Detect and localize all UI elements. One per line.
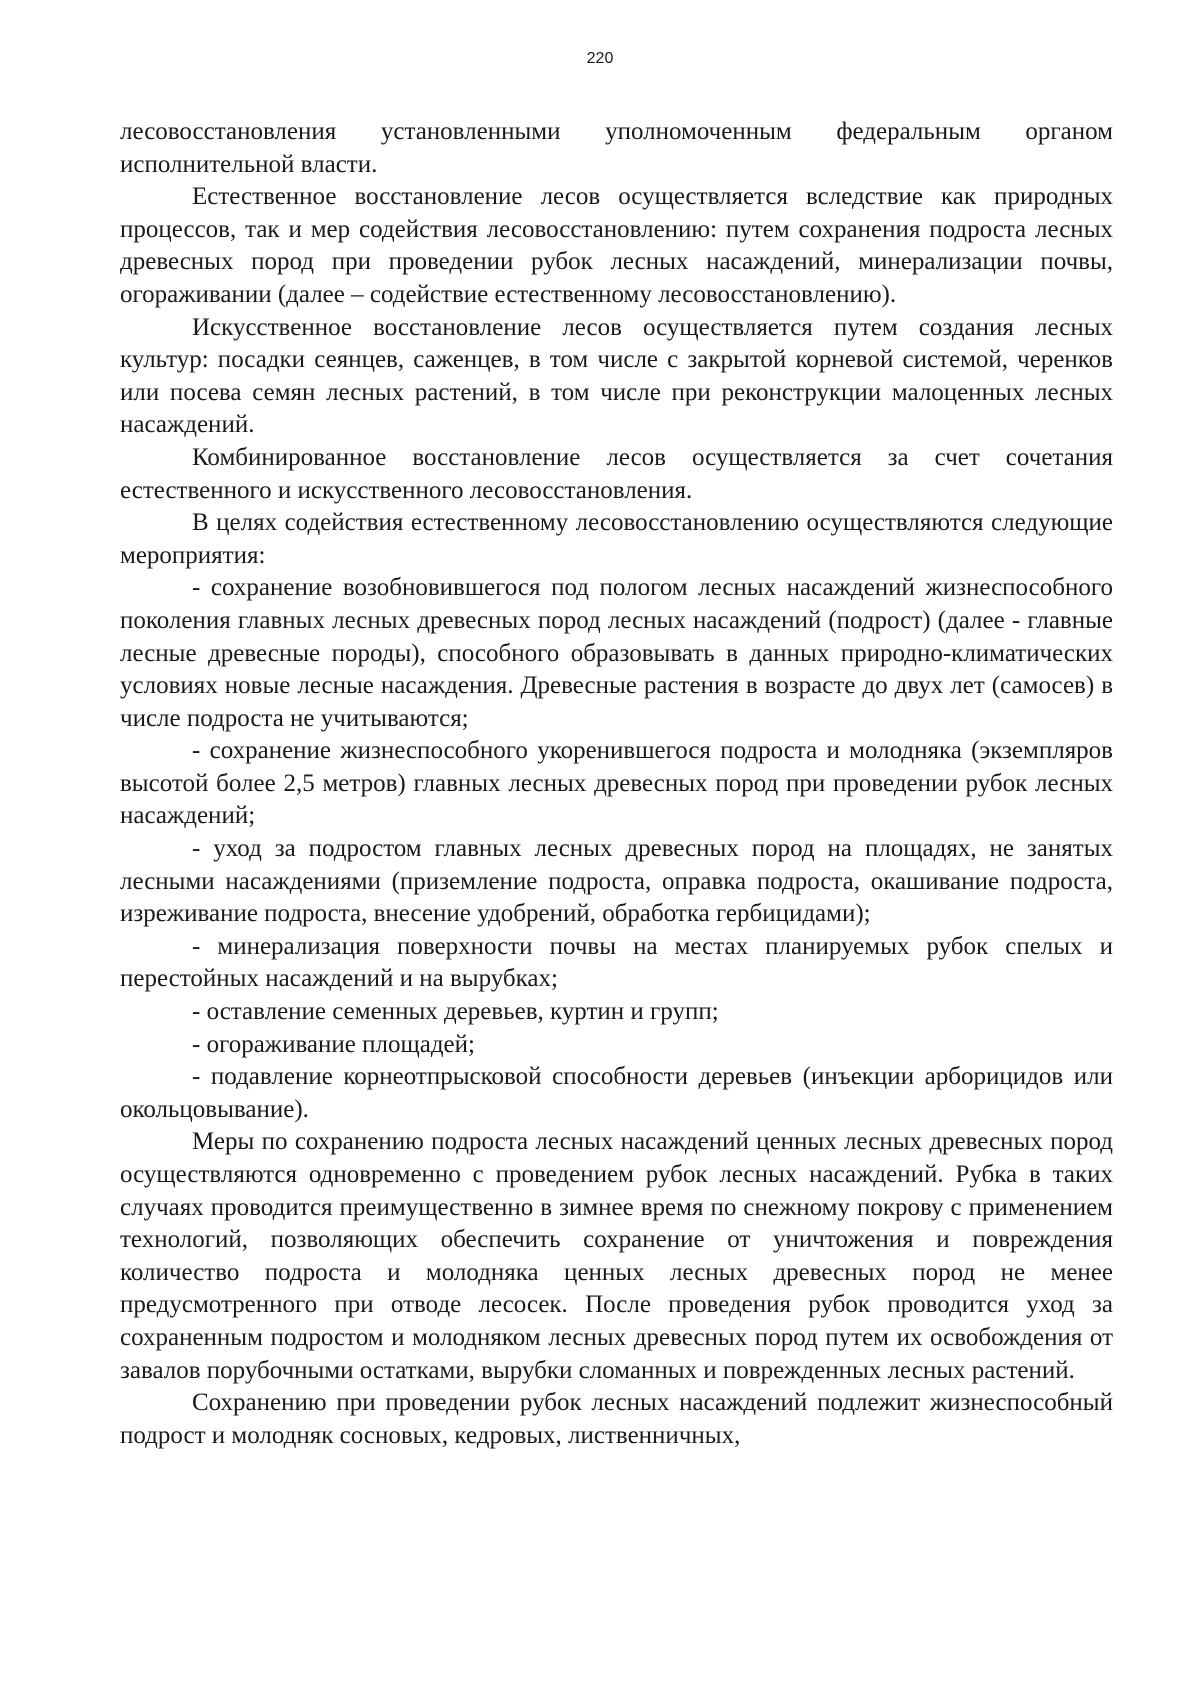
paragraph: Комбинированное восстановление лесов осуществляется за счет сочетания естественного и искусственного лесовосстановления. bbox=[120, 443, 1113, 504]
paragraph: Меры по сохранению подроста лесных насаждений ценных лесных древесных пород осуществляются одновременно с проведением рубок лесных насаждений. Рубка в таких случаях проводится преимущественно в зимнее время по снежному покрову с применением технологий, позволяющих обеспечить сохранение от уничтожения и повреждения количество подроста и молодняка ценных лесных древесных пород не менее предусмотренного при отводе лесосек. После проведения рубок проводится уход за сохраненным подростом и молодняком лесных древесных пород путем их освобождения от завалов порубочными остатками, вырубки сломанных и поврежденных лесных растений. bbox=[120, 1128, 1113, 1384]
list-item: - минерализация поверхности почвы на местах планируемых рубок спелых и перестойных насаждений и на вырубках; bbox=[120, 932, 1113, 993]
paragraph: Искусственное восстановление лесов осуществляется путем создания лесных культур: посадки сеянцев, саженцев, в том числе с закрытой корневой системой, черенков или посева семян лесных растений, в том числе при реконструкции малоценных лесных насаждений. bbox=[120, 313, 1113, 439]
list-item: - огораживание площадей; bbox=[192, 1030, 475, 1058]
paragraph: Естественное восстановление лесов осуществляется вследствие как природных процессов, так и мер содействия лесовосстановлению: путем сохранения подроста лесных древесных пород при проведении рубок лесных насаждений, минерализации почвы, огораживании (далее – содействие естественному лесовосстановлению). bbox=[120, 183, 1113, 308]
paragraph: лесовосстановления установленными уполномоченным федеральным органом исполнительной власти. bbox=[120, 118, 1113, 178]
list-item: - уход за подростом главных лесных древесных пород на площадях, не занятых лесными насаждениями (приземление подроста, оправка подроста, окашивание подроста, изреживание подроста, внесение удобрений, обработка гербицидами); bbox=[120, 835, 1113, 928]
page-number: 220 bbox=[586, 50, 614, 67]
paragraph: В целях содействия естественному лесовосстановлению осуществляются следующие мероприятия: bbox=[120, 509, 1113, 569]
paragraph: Сохранению при проведении рубок лесных насаждений подлежит жизнеспособный подрост и молодняк сосновых, кедровых, лиственничных, bbox=[120, 1389, 1113, 1449]
list-item: - подавление корнеотпрысковой способности деревьев (инъекции арборицидов или окольцовывание). bbox=[120, 1063, 1113, 1123]
list-item: - сохранение возобновившегося под пологом лесных насаждений жизнеспособного поколения главных лесных древесных пород лесных насаждений (подрост) (далее - главные лесные древесные породы), способного образовывать в данных природно-климатических условиях новые лесные насаждения. Древесные растения в возрасте до двух лет (самосев) в числе подроста не учитываются; bbox=[120, 574, 1113, 732]
list-item: - сохранение жизнеспособного укоренившегося подроста и молодняка (экземпляров высотой более 2,5 метров) главных лесных древесных пород при проведении рубок лесных насаждений; bbox=[120, 737, 1113, 830]
list-item: - оставление семенных деревьев, куртин и групп; bbox=[192, 998, 719, 1026]
body-text bbox=[120, 116, 1113, 1452]
